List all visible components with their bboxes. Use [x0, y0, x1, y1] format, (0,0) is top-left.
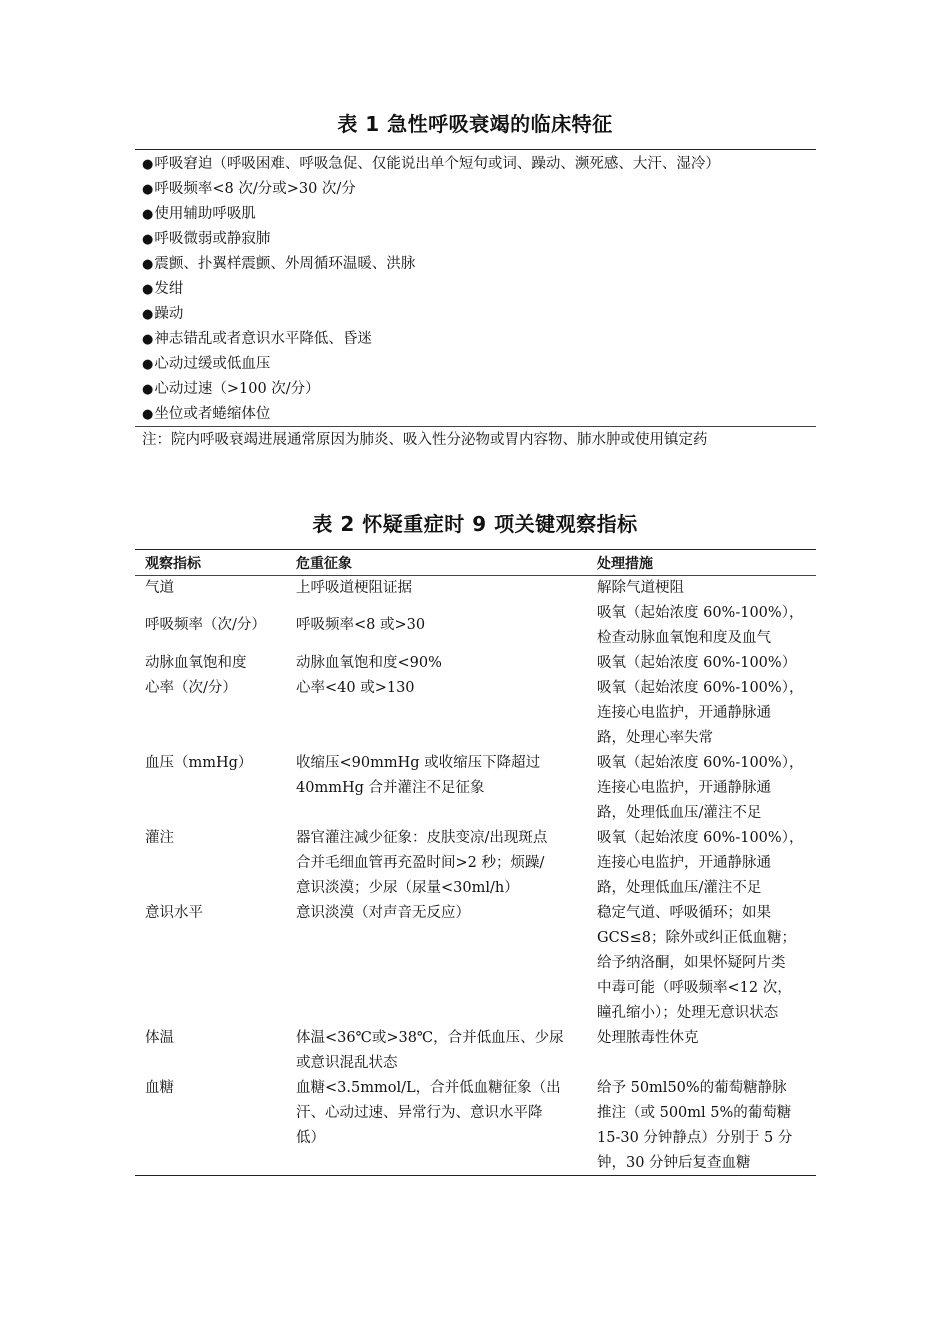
- cell-action: 连接心电监护，开通静脉通: [597, 780, 771, 796]
- column-header-indicator: 观察指标: [145, 556, 201, 572]
- cell-action: 瞳孔缩小）；处理无意识状态: [597, 1005, 779, 1021]
- cell-action: 吸氧（起始浓度 60%-100%），: [597, 605, 804, 621]
- cell-sign: 40mmHg 合并灌注不足征象: [296, 780, 485, 796]
- cell-action: 检查动脉血氧饱和度及血气: [597, 630, 771, 646]
- cell-action: 连接心电监护，开通静脉通: [597, 855, 771, 871]
- bullet-icon: ●: [142, 407, 154, 422]
- list-item: ●呼吸微弱或静寂肺: [142, 231, 271, 247]
- bullet-icon: ●: [142, 182, 154, 197]
- cell-action: 解除气道梗阻: [597, 580, 684, 596]
- cell-sign: 血糖<3.5mmol/L，合并低血糖征象（出: [296, 1080, 561, 1096]
- cell-action: 吸氧（起始浓度 60%-100%），: [597, 755, 804, 771]
- cell-sign: 上呼吸道梗阻证据: [296, 580, 412, 596]
- cell-indicator: 心率（次/分）: [145, 680, 237, 696]
- table1-feature-list: [142, 152, 822, 427]
- cell-indicator: 动脉血氧饱和度: [145, 655, 247, 671]
- cell-sign: 体温<36℃或>38℃，合并低血压、少尿: [296, 1030, 564, 1046]
- cell-action: 给予 50ml50%的葡萄糖静脉: [597, 1080, 787, 1096]
- bullet-icon: ●: [142, 257, 154, 272]
- bullet-icon: ●: [142, 232, 154, 247]
- cell-sign: 心率<40 或>130: [296, 680, 415, 696]
- table1-title: 表 1 急性呼吸衰竭的临床特征: [337, 112, 613, 136]
- cell-sign: 动脉血氧饱和度<90%: [296, 655, 442, 671]
- list-item: ●呼吸窘迫（呼吸困难、呼吸急促、仅能说出单个短句或词、躁动、濒死感、大汗、湿冷）: [142, 156, 720, 172]
- bullet-icon: ●: [142, 382, 154, 397]
- cell-action: 吸氧（起始浓度 60%-100%）: [597, 655, 797, 671]
- cell-indicator: 血糖: [145, 1080, 174, 1096]
- list-item: ●心动过速（>100 次/分）: [142, 381, 320, 397]
- cell-indicator: 体温: [145, 1030, 174, 1046]
- list-item: ●震颤、扑翼样震颤、外周循环温暖、洪脉: [142, 256, 416, 272]
- bullet-icon: ●: [142, 332, 154, 347]
- list-item: ●坐位或者蜷缩体位: [142, 406, 271, 422]
- column-header-sign: 危重征象: [296, 556, 352, 572]
- cell-sign: 汗、心动过速、异常行为、意识水平降: [296, 1105, 543, 1121]
- cell-action: 15-30 分钟静点）分别于 5 分: [597, 1130, 793, 1146]
- table2-top-rule: [135, 549, 816, 550]
- cell-sign: 低）: [296, 1130, 325, 1146]
- list-item: ●躁动: [142, 306, 184, 322]
- cell-sign: 意识淡漠（对声音无反应）: [296, 905, 470, 921]
- table2-bottom-rule: [135, 1175, 816, 1176]
- cell-action: 吸氧（起始浓度 60%-100%），: [597, 830, 804, 846]
- cell-action: 吸氧（起始浓度 60%-100%），: [597, 680, 804, 696]
- cell-indicator: 血压（mmHg）: [145, 755, 253, 771]
- cell-action: 给予纳洛酮，如果怀疑阿片类: [597, 955, 786, 971]
- cell-sign: 器官灌注减少征象：皮肤变凉/出现斑点: [296, 830, 548, 846]
- cell-action: 路，处理低血压/灌注不足: [597, 880, 762, 896]
- table1-bottom-rule: [135, 426, 816, 427]
- cell-indicator: 呼吸频率（次/分）: [145, 617, 266, 633]
- bullet-icon: ●: [142, 207, 154, 222]
- cell-action: 处理脓毒性休克: [597, 1030, 699, 1046]
- cell-action: 连接心电监护，开通静脉通: [597, 705, 771, 721]
- cell-indicator: 意识水平: [145, 905, 203, 921]
- cell-sign: 收缩压<90mmHg 或收缩压下降超过: [296, 755, 541, 771]
- bullet-icon: ●: [142, 282, 154, 297]
- cell-sign: 呼吸频率<8 或>30: [296, 617, 426, 633]
- cell-action: 中毒可能（呼吸频率<12 次，: [597, 980, 792, 996]
- cell-action: 稳定气道、呼吸循环；如果: [597, 905, 771, 921]
- cell-action: 推注（或 500ml 5%的葡萄糖: [597, 1105, 792, 1121]
- cell-indicator: 气道: [145, 580, 174, 596]
- cell-action: 路，处理心率失常: [597, 730, 713, 746]
- cell-indicator: 灌注: [145, 830, 174, 846]
- bullet-icon: ●: [142, 307, 154, 322]
- list-item: ●发绀: [142, 281, 184, 297]
- cell-sign: 意识淡漠；少尿（尿量<30ml/h）: [296, 880, 519, 896]
- list-item: ●呼吸频率<8 次/分或>30 次/分: [142, 181, 356, 197]
- list-item: ●神志错乱或者意识水平降低、昏迷: [142, 331, 372, 347]
- cell-action: 路，处理低血压/灌注不足: [597, 805, 762, 821]
- cell-sign: 合并毛细血管再充盈时间>2 秒；烦躁/: [296, 855, 545, 871]
- table2-title: 表 2 怀疑重症时 9 项关键观察指标: [312, 512, 638, 536]
- column-header-action: 处理措施: [597, 556, 653, 572]
- cell-action: GCS≤8；除外或纠正低血糖；: [597, 930, 796, 946]
- table1-top-rule: [135, 149, 816, 150]
- bullet-icon: ●: [142, 357, 154, 372]
- list-item: ●使用辅助呼吸肌: [142, 206, 256, 222]
- bullet-icon: ●: [142, 157, 154, 172]
- list-item: ●心动过缓或低血压: [142, 356, 271, 372]
- cell-action: 钟，30 分钟后复查血糖: [597, 1155, 751, 1171]
- table2-header-rule: [135, 575, 816, 576]
- cell-sign: 或意识混乱状态: [296, 1055, 398, 1071]
- table1-note: 注：院内呼吸衰竭进展通常原因为肺炎、吸入性分泌物或胃内容物、肺水肿或使用镇定药: [142, 432, 708, 448]
